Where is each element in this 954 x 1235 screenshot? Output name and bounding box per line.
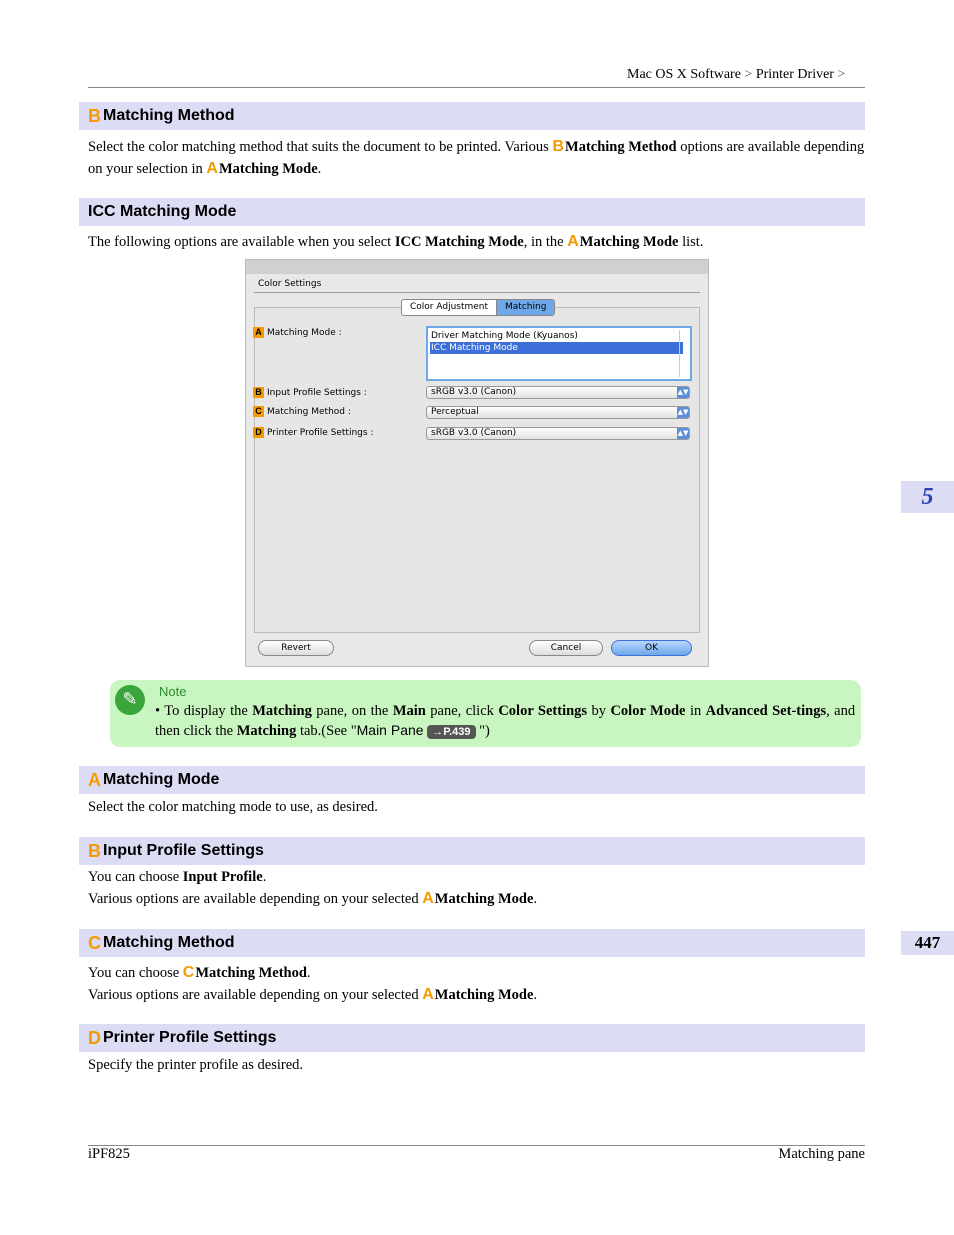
paragraph — [88, 867, 866, 888]
tab-color-adjustment[interactable]: Color Adjustment — [410, 302, 489, 312]
text: list. — [682, 234, 704, 250]
bold-text: Matching Mode — [218, 161, 318, 177]
bold-text: ICC Matching Mode — [394, 234, 524, 250]
letter-marker: B — [552, 138, 565, 155]
text: . — [317, 161, 322, 177]
main-pane-link[interactable]: Main Pane — [356, 722, 424, 738]
text: You can choose — [88, 965, 180, 981]
text: To display the — [164, 703, 248, 719]
section-heading-matching-method-c — [79, 929, 865, 957]
section-letter: D — [88, 1027, 101, 1048]
section-heading-input-profile — [79, 837, 865, 865]
note-title: Note — [159, 684, 187, 699]
breadcrumb-item: Mac OS X Software — [627, 67, 741, 82]
note-text — [155, 702, 855, 741]
text: options are available depending on your selection in — [88, 139, 865, 177]
text: Various options are available depending on your selected — [88, 891, 419, 907]
paragraph: Select the color matching mode to use, as desired. — [88, 799, 378, 815]
select-value: sRGB v3.0 (Canon) — [431, 428, 517, 438]
label-badge-b: B — [253, 387, 264, 398]
text: tab.(See " — [299, 723, 357, 739]
section-title: Matching Method — [103, 934, 235, 951]
text: . — [306, 965, 311, 981]
letter-marker: A — [567, 233, 579, 250]
ok-button[interactable]: OK — [611, 640, 692, 656]
section-title: Matching Mode — [103, 771, 220, 788]
bold-text: Color Settings — [498, 703, 588, 719]
bold-text: Matching Mode — [434, 891, 534, 907]
bold-text: Matching Mode — [579, 234, 679, 250]
paragraph — [88, 136, 866, 180]
breadcrumb-item: Printer Driver — [755, 67, 834, 82]
section-title: ICC Matching Mode — [88, 203, 237, 220]
bold-text: Matching Method — [565, 139, 677, 155]
note-box — [110, 680, 861, 747]
section-letter: B — [88, 840, 101, 861]
header-rule — [88, 87, 865, 88]
paragraph — [88, 231, 866, 253]
section-heading-icc-matching-mode — [79, 198, 865, 226]
updown-arrow-icon: ▲▼ — [677, 408, 689, 416]
label-text: Matching Method : — [267, 406, 351, 417]
matching-method-select[interactable] — [426, 406, 690, 419]
section-title: Printer Profile Settings — [103, 1029, 277, 1046]
text: The following options are available when you select — [88, 234, 392, 250]
bullet: • — [155, 703, 161, 719]
letter-marker: A — [206, 160, 218, 177]
text: You can choose — [88, 869, 180, 885]
text: , and then click the — [155, 703, 856, 739]
text: Select the color matching method that suits the document to be printed. Various — [88, 139, 549, 155]
bold-text: Matching Mode — [434, 987, 534, 1003]
section-heading-printer-profile — [79, 1024, 865, 1052]
text: , in the — [523, 234, 564, 250]
text: ") — [479, 723, 490, 739]
dialog-divider — [254, 292, 700, 293]
footer-rule — [88, 1145, 865, 1146]
footer-section: Matching pane — [778, 1146, 865, 1162]
dialog-title: Color Settings — [258, 279, 322, 289]
page-reference-badge[interactable]: →P.439 — [427, 725, 475, 739]
cancel-button[interactable]: Cancel — [529, 640, 603, 656]
breadcrumb-separator: > — [837, 67, 846, 82]
list-scrollbar[interactable] — [679, 330, 688, 377]
paragraph: Specify the printer profile as desired. — [88, 1057, 304, 1073]
tab-matching[interactable]: Matching — [496, 300, 554, 315]
printer-profile-select[interactable] — [426, 427, 690, 440]
text: by — [591, 703, 607, 719]
paragraph — [88, 888, 866, 910]
section-letter: C — [88, 932, 101, 953]
text: pane, on the — [316, 703, 389, 719]
bold-text: Matching — [252, 703, 312, 719]
label-text: Printer Profile Settings : — [267, 427, 374, 438]
section-title: Matching Method — [103, 107, 235, 124]
input-profile-label — [253, 387, 367, 398]
letter-marker: A — [422, 890, 434, 907]
section-letter: B — [88, 105, 101, 126]
text: Various options are available depending on your selected — [88, 987, 419, 1003]
paragraph — [88, 984, 866, 1006]
section-heading-matching-method — [79, 102, 865, 130]
letter-marker: C — [182, 964, 195, 981]
bold-text: Matching Method — [195, 965, 307, 981]
footer-model: iPF825 — [88, 1146, 130, 1162]
revert-button[interactable]: Revert — [258, 640, 334, 656]
label-text: Input Profile Settings : — [267, 387, 367, 398]
breadcrumb-separator: > — [744, 67, 753, 82]
breadcrumb — [627, 67, 845, 83]
updown-arrow-icon: ▲▼ — [677, 388, 689, 396]
bold-text: Input Profile — [182, 869, 263, 885]
select-value: Perceptual — [431, 407, 479, 417]
paragraph — [88, 962, 866, 984]
color-settings-dialog — [245, 259, 709, 667]
printer-profile-label — [253, 427, 373, 438]
label-badge-c: C — [253, 406, 264, 417]
page-number: 447 — [901, 931, 954, 955]
label-text: Matching Mode : — [267, 327, 342, 338]
matching-mode-list[interactable] — [426, 326, 692, 381]
section-title: Input Profile Settings — [103, 842, 264, 859]
bold-text: Main — [392, 703, 426, 719]
dialog-top-bar — [246, 260, 708, 274]
bold-text: Advanced Set-tings — [705, 703, 827, 719]
list-item-driver-matching[interactable]: Driver Matching Mode (Kyuanos) — [431, 331, 578, 341]
matching-method-label — [253, 406, 351, 417]
text: . — [533, 987, 538, 1003]
pencil-icon: ✎ — [115, 685, 145, 715]
section-heading-matching-mode — [79, 766, 865, 794]
matching-mode-label — [253, 327, 342, 338]
list-item-icc-matching[interactable]: ICC Matching Mode — [430, 342, 683, 354]
updown-arrow-icon: ▲▼ — [677, 429, 689, 437]
tab-bar — [401, 299, 555, 316]
chapter-tab[interactable]: 5 — [901, 481, 954, 513]
select-value: sRGB v3.0 (Canon) — [431, 387, 517, 397]
text: . — [533, 891, 538, 907]
label-badge-a: A — [253, 327, 264, 338]
text: pane, click — [430, 703, 494, 719]
text: in — [689, 703, 702, 719]
text: . — [262, 869, 267, 885]
label-badge-d: D — [253, 427, 264, 438]
letter-marker: A — [422, 986, 434, 1003]
bold-text: Matching — [236, 723, 297, 739]
input-profile-select[interactable] — [426, 386, 690, 399]
bold-text: Color Mode — [610, 703, 686, 719]
section-letter: A — [88, 769, 101, 790]
